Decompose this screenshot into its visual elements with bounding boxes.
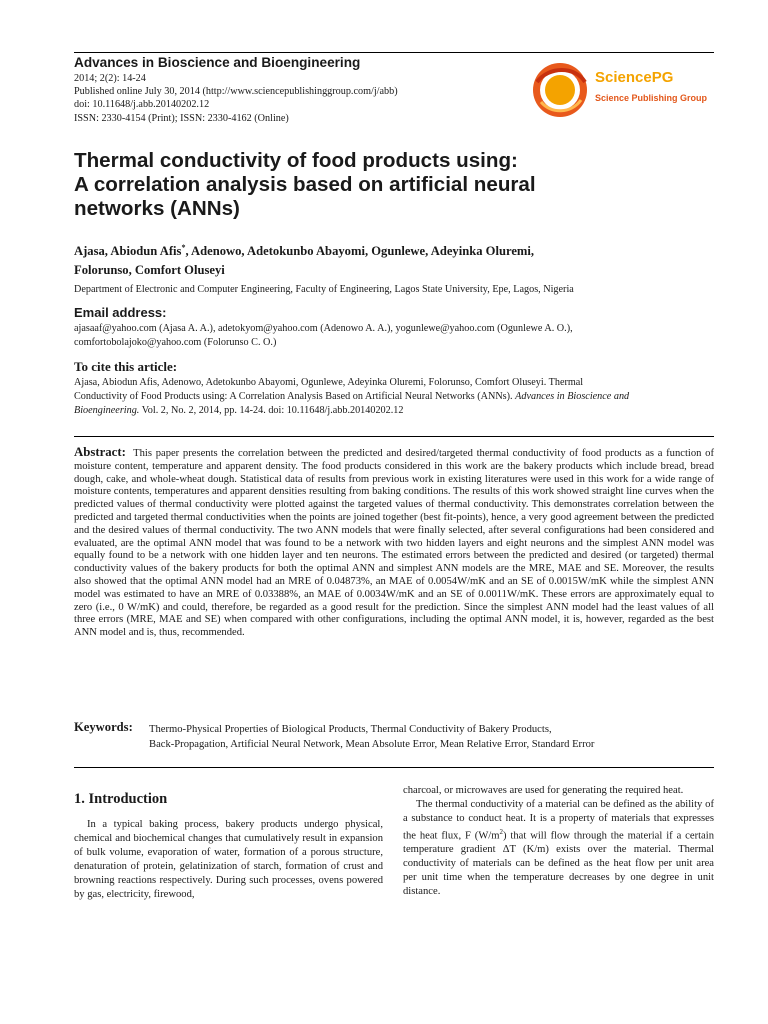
author-line: Folorunso, Comfort Oluseyi: [74, 263, 225, 278]
keywords-line: Back-Propagation, Artificial Neural Network, Mean Absolute Error, Mean Relative Error, Standard Error: [149, 739, 595, 750]
email-line: comfortobolajoko@yahoo.com (Folorunso C. O.): [74, 337, 277, 348]
journal-doi: doi: 10.11648/j.abb.20140202.12: [74, 99, 210, 111]
journal-issn: ISSN: 2330-4154 (Print); ISSN: 2330-4162 (Online): [74, 112, 289, 124]
citation-line: [74, 404, 714, 418]
section-rule: [74, 767, 714, 768]
citation: [74, 376, 714, 418]
journal-issue: 2014; 2(2): 14-24: [74, 73, 146, 84]
section-rule: [74, 436, 714, 437]
logo-brand-text: SciencePG: [595, 69, 674, 86]
affiliation: Department of Electronic and Computer Engineering, Faculty of Engineering, Lagos State University, Epe, Lagos, Nigeria: [74, 284, 574, 295]
paragraph: [403, 798, 714, 899]
keywords-label: Keywords:: [74, 720, 133, 734]
email-line: ajasaaf@yahoo.com (Ajasa A. A.), adetokyom@yahoo.com (Adenowo A. A.), yogunlewe@yahoo.com (Ogunlewe A. O.),: [74, 323, 573, 334]
corresponding-author-marker: *: [181, 243, 186, 252]
sciencepg-logo: [527, 60, 717, 120]
keywords-list: [149, 722, 594, 752]
title-line: A correlation analysis based on artificial neural: [74, 173, 536, 196]
left-column: [74, 818, 383, 901]
citation-journal: Advances in Bioscience and: [515, 391, 630, 402]
keywords-line: Thermo-Physical Properties of Biological Products, Thermal Conductivity of Bakery Products,: [149, 724, 552, 735]
citation-line: Ajasa, Abiodun Afis, Adenowo, Adetokunbo Abayomi, Ogunlewe, Adeyinka Oluremi, Folorunso, Comfort Oluseyi. Thermal: [74, 377, 584, 388]
introduction-heading: 1. Introduction: [74, 791, 168, 807]
superscript: 2: [499, 827, 503, 836]
paragraph-text: ) that will flow through the material if a certain temperature gradient ΔT (K/m) exists over the material. Thermal conductivity of materials can be defined as the heat flow per unit area per unit time when the temperature decreases by one degree in unit distance.: [403, 830, 714, 897]
title-line: Thermal conductivity of food products using:: [74, 149, 518, 172]
paragraph: charcoal, or microwaves are used for generating the required heat.: [403, 785, 684, 796]
header-top-rule: [74, 52, 714, 53]
abstract-text: This paper presents the correlation between the predicted and desired/targeted thermal conductivity of food products as a function of moisture content, temperature and apparent density. The food products considered in this work are the bakery products which include bread, bread dough, cake, and whole-wheat dough. Statistical data of results from previous work in existing literatures were used in this work for a wide range of moisture contents, temperatures and apparent densities resulting from baking conditions. The results of this work showed straight line curves when the predicted values of thermal conductivity were plotted against the targeted values of thermal conductivity. This demonstrates correlation between the predicted and targeted thermal conductivities when the points are joined together (best fit-points), hence, a very good agreement between the predicted and the desired values of thermal conductivity. The two ANN models that were finally selected, after several configurations had been considered and evaluated, are the optimal ANN model that was found to be a network with two hidden layers and eight neurons and the simplest ANN model was equally found to be a network with one hidden layer and ten neurons. The estimated errors between the predicted and desired (or targeted) thermal conductivity values of the bakery products for both the optimal ANN and simplest ANN models are the MRE, MAE and SE. Moreover, the results also showed that the optimal ANN model had an MRE of 0.04873%, an MAE of 0.0054W/mK and an SE of 0.0015W/mK while the simplest ANN model was estimated to have an MRE of 0.03388%, an MAE of 0.0034W/mK and an SE of 0.0011W/mK. These errors are approximately equal to zero (i.e., 0 W/mK) and could, therefore, be regarded as a good result for the prediction. Since the simplest ANN model had the least values of all three errors (MRE, MAE and SE) when compared with other configurations, including the optimal ANN model, it is, however, regarded as the best ANN model and is, thus, recommended.: [74, 448, 715, 639]
journal-published-online: Published online July 30, 2014 (http://www.sciencepublishinggroup.com/j/abb): [74, 86, 398, 98]
cite-heading: To cite this article:: [74, 359, 178, 374]
right-column: [403, 784, 714, 899]
citation-volume: Vol. 2, No. 2, 2014, pp. 14-24. doi: 10.11648/j.abb.20140202.12: [139, 405, 404, 416]
journal-name: Advances in Bioscience and Bioengineering: [74, 55, 361, 70]
citation-text: Conductivity of Food Products using: A Correlation Analysis Based on Artificial Neural Networks (ANNs).: [74, 391, 516, 402]
citation-journal: Bioengineering.: [74, 405, 140, 416]
logo-subtitle: Science Publishing Group: [595, 93, 708, 103]
author-line: [74, 238, 714, 261]
citation-line: [74, 390, 714, 404]
abstract-label: Abstract:: [74, 445, 126, 459]
paragraph: In a typical baking process, bakery products undergo physical, chemical and biochemical changes that cumulatively result in expansion of bulk volume, evaporation of water, formation of a porous structure, denaturation of protein, gelatinization of starch, formation of crust and browning reactions respectively. During such processes, ovens powered by gas, electricity, firewood,: [74, 819, 383, 900]
email-heading: Email address:: [74, 305, 167, 320]
abstract: [74, 446, 714, 640]
author-names: , Adenowo, Adetokunbo Abayomi, Ogunlewe, Adeyinka Oluremi,: [185, 244, 535, 259]
paragraph-text: The thermal conductivity of a material can be defined as the ability of a substance to conduct heat. It is a property of materials that expresses the heat flux, F (W/m: [403, 798, 714, 842]
title-line: networks (ANNs): [74, 197, 240, 220]
sciencepg-logo-icon: [527, 60, 593, 120]
article-title: [74, 149, 674, 221]
journal-info: [74, 72, 398, 125]
email-list: [74, 322, 573, 350]
author-name: Ajasa, Abiodun Afis: [74, 244, 182, 259]
author-list: [74, 238, 714, 280]
